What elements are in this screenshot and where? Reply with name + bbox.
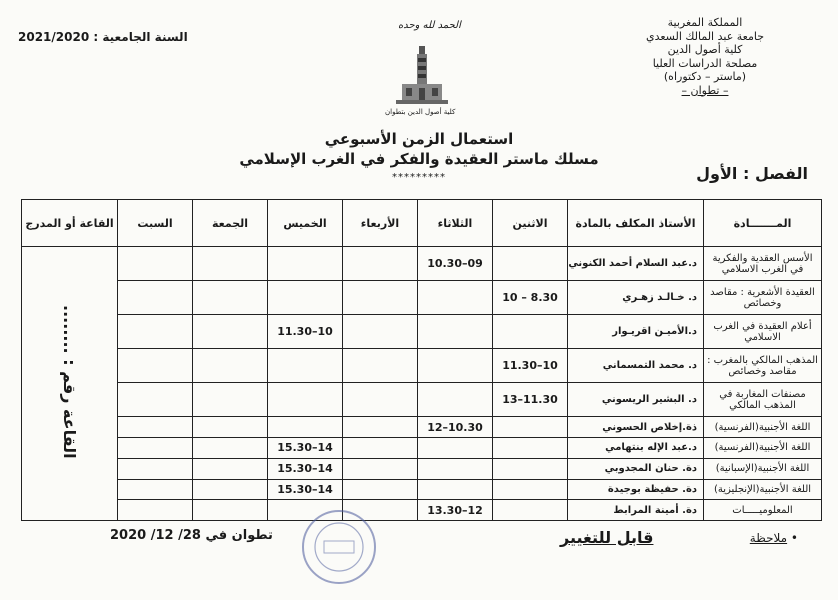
- time-cell: [268, 383, 343, 417]
- semester-label: الفصل : الأول: [696, 164, 808, 183]
- header-teacher: الأستاذ المكلف بالمادة: [568, 200, 704, 247]
- subject-cell: أعلام العقيدة في الغرب الاسلامي: [704, 315, 822, 349]
- time-cell: [493, 247, 568, 281]
- time-cell: [418, 458, 493, 479]
- time-cell: [493, 315, 568, 349]
- table-row: [22, 247, 822, 281]
- time-cell: [418, 315, 493, 349]
- time-cell: [268, 247, 343, 281]
- time-cell: [418, 438, 493, 459]
- institution-header: [600, 16, 810, 97]
- time-cell: [193, 247, 268, 281]
- time-cell: [343, 479, 418, 500]
- hall-cell: [22, 247, 118, 521]
- time-cell: [343, 281, 418, 315]
- time-cell: 09–10.30: [418, 247, 493, 281]
- header-tuesday: الثلاثاء: [418, 200, 493, 247]
- time-cell: [118, 500, 193, 521]
- teacher-cell: د.عبد السلام أحمد الكنوني: [568, 247, 704, 281]
- time-cell: [118, 417, 193, 438]
- time-cell: [118, 247, 193, 281]
- faculty-label: كلية أصول الدين: [667, 43, 743, 56]
- time-cell: [268, 417, 343, 438]
- subject-cell: اللغة الأجنبية(الفرنسية): [704, 417, 822, 438]
- time-cell: 11.30–13: [493, 383, 568, 417]
- teacher-cell: د. محمد التمسماني: [568, 349, 704, 383]
- time-cell: [418, 281, 493, 315]
- time-cell: [193, 315, 268, 349]
- time-cell: [343, 417, 418, 438]
- time-cell: [493, 417, 568, 438]
- subject-cell: اللغة الأجنبية(الفرنسية): [704, 438, 822, 459]
- time-cell: [268, 349, 343, 383]
- subject-to-change-label: قابل للتغيير: [560, 528, 654, 547]
- level-label: (ماستر – دكتوراه): [663, 70, 747, 83]
- official-stamp-icon: [300, 508, 378, 586]
- schedule-table: [21, 199, 822, 521]
- hamdala-text: الحمد لله وحده: [398, 20, 461, 31]
- time-cell: [193, 458, 268, 479]
- teacher-cell: ذة.إخلاص الحسوني: [568, 417, 704, 438]
- time-cell: [193, 479, 268, 500]
- header-friday: الجمعة: [193, 200, 268, 247]
- note-bullet: •: [787, 531, 798, 545]
- time-cell: [343, 349, 418, 383]
- table-header-row: [22, 200, 822, 247]
- time-cell: 14–15.30: [268, 458, 343, 479]
- hall-value: القاعة رقم : ........: [60, 305, 79, 459]
- table-row: [22, 315, 822, 349]
- header-subject: المـــــــادة: [704, 200, 822, 247]
- note-label: ملاحظة: [749, 531, 788, 545]
- time-cell: [343, 247, 418, 281]
- time-cell: [118, 349, 193, 383]
- teacher-cell: د.الأميـن اقريـوار: [568, 315, 704, 349]
- time-cell: 12–13.30: [418, 500, 493, 521]
- time-cell: [418, 383, 493, 417]
- time-cell: [118, 281, 193, 315]
- header-monday: الاثنين: [493, 200, 568, 247]
- time-cell: 10.30–12: [418, 417, 493, 438]
- time-cell: [193, 500, 268, 521]
- time-cell: 10–11.30: [493, 349, 568, 383]
- subject-cell: الأسس العقدية والفكرية في الغرب الاسلامي: [704, 247, 822, 281]
- faculty-logo-icon: [392, 42, 452, 114]
- time-cell: [343, 458, 418, 479]
- table-row: [22, 417, 822, 438]
- teacher-cell: د. خـالـد زهـري: [568, 281, 704, 315]
- department-label: مصلحة الدراسات العليا: [652, 56, 758, 70]
- subject-cell: المذهب المالكي بالمغرب : مقاصد وخصائص: [704, 349, 822, 383]
- time-cell: [418, 479, 493, 500]
- time-cell: [118, 383, 193, 417]
- time-cell: [193, 281, 268, 315]
- time-cell: 14–15.30: [268, 438, 343, 459]
- time-cell: [418, 349, 493, 383]
- table-row: [22, 458, 822, 479]
- time-cell: [118, 315, 193, 349]
- subject-cell: مصنفات المغاربة في المذهب المالكي: [704, 383, 822, 417]
- university-label: جامعة عبد المالك السعدي: [645, 29, 765, 43]
- logo-caption: كلية أصول الدين بتطوان: [385, 108, 456, 116]
- stars-divider: *********: [392, 172, 446, 183]
- table-row: [22, 438, 822, 459]
- subject-cell: اللغة الأجنبية(الإنجليزية): [704, 479, 822, 500]
- table-row: [22, 281, 822, 315]
- time-cell: 8.30 – 10: [493, 281, 568, 315]
- time-cell: [493, 479, 568, 500]
- header-saturday: السبت: [118, 200, 193, 247]
- time-cell: [343, 438, 418, 459]
- subject-cell: المعلوميـــــات: [704, 500, 822, 521]
- academic-year: السنة الجامعية : 2021/2020: [18, 30, 188, 44]
- teacher-cell: دة. أمينة المرابط: [568, 500, 704, 521]
- time-cell: [343, 315, 418, 349]
- teacher-cell: د.عبد الإله بنتهامي: [568, 438, 704, 459]
- time-cell: [268, 281, 343, 315]
- time-cell: [118, 479, 193, 500]
- header-wednesday: الأربعاء: [343, 200, 418, 247]
- time-cell: [493, 458, 568, 479]
- table-row: [22, 383, 822, 417]
- note: [750, 531, 798, 545]
- time-cell: [493, 500, 568, 521]
- time-cell: [493, 438, 568, 459]
- issue-date: تطوان في 28/ 12/ 2020: [110, 528, 273, 543]
- teacher-cell: د. البشير الريسوني: [568, 383, 704, 417]
- table-row: [22, 500, 822, 521]
- program-title: مسلك ماستر العقيدة والفكر في الغرب الإسلامي: [239, 150, 599, 168]
- time-cell: 10–11.30: [268, 315, 343, 349]
- time-cell: [118, 458, 193, 479]
- header-hall: القاعة أو المدرج: [22, 200, 118, 247]
- teacher-cell: دة. حفيظة بوجيدة: [568, 479, 704, 500]
- table-row: [22, 479, 822, 500]
- time-cell: [118, 438, 193, 459]
- time-cell: [343, 383, 418, 417]
- subject-cell: العقيدة الأشعرية : مقاصد وخصائص: [704, 281, 822, 315]
- schedule-title: استعمال الزمن الأسبوعي: [324, 130, 514, 148]
- time-cell: [193, 417, 268, 438]
- teacher-cell: دة. حنان المجدوبي: [568, 458, 704, 479]
- header-thursday: الخميس: [268, 200, 343, 247]
- time-cell: 14–15.30: [268, 479, 343, 500]
- time-cell: [193, 438, 268, 459]
- kingdom-label: المملكة المغربية: [667, 16, 743, 29]
- table-row: [22, 349, 822, 383]
- time-cell: [193, 383, 268, 417]
- time-cell: [193, 349, 268, 383]
- city-label: – تطوان –: [681, 83, 729, 97]
- subject-cell: اللغة الأجنبية(الإسبانية): [704, 458, 822, 479]
